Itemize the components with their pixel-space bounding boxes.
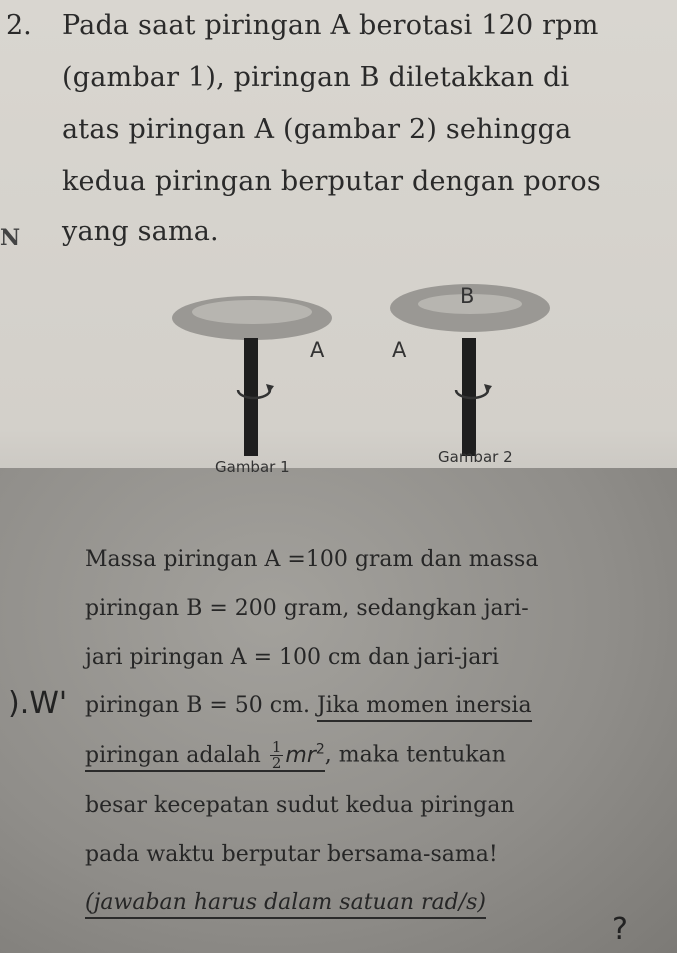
- body-line-4: [85, 693, 532, 718]
- inertia-mr: mr: [285, 742, 316, 768]
- inertia-phrase: [85, 738, 325, 772]
- intro-line-3: atas piringan A (gambar 2) sehingga: [62, 114, 572, 145]
- label-a-fig2: A: [392, 338, 407, 362]
- disk-a-fig1-highlight: [192, 300, 312, 324]
- inertia-fraction: [270, 740, 284, 771]
- body-line-5: [85, 740, 506, 771]
- intro-line-2: (gambar 1), piringan B diletakkan di: [62, 62, 570, 93]
- body-line-8: [85, 890, 486, 915]
- handwritten-margin-note: ).W': [8, 686, 68, 721]
- body-line-7: pada waktu berputar bersama-sama!: [85, 842, 498, 867]
- answer-unit-note: (jawaban harus dalam satuan rad/s): [85, 890, 486, 919]
- label-a-fig1: A: [310, 338, 325, 362]
- body-line-5-start: piringan adalah: [85, 742, 268, 768]
- body-line-5-end: , maka tentukan: [324, 742, 506, 768]
- intro-line-5: yang sama.: [62, 216, 219, 247]
- body-line-4-start: piringan B = 50 cm.: [85, 693, 317, 718]
- body-line-1: Massa piringan A =100 gram dan massa: [85, 547, 539, 572]
- intro-line-1: Pada saat piringan A berotasi 120 rpm: [62, 10, 599, 41]
- intro-line-4: kedua piringan berputar dengan poros: [62, 166, 601, 197]
- rotating-disks-figure: [160, 278, 560, 478]
- body-line-3: jari piringan A = 100 cm dan jari-jari: [85, 645, 499, 670]
- handwritten-question-mark: ?: [612, 912, 628, 947]
- body-line-4-underlined: Jika momen inersia: [317, 693, 532, 722]
- handwritten-mark: N: [0, 225, 21, 251]
- body-line-2: piringan B = 200 gram, sedangkan jari-: [85, 596, 529, 621]
- caption-gambar-2: Gambar 2: [438, 448, 513, 466]
- caption-gambar-1: Gambar 1: [215, 458, 290, 476]
- fraction-numerator: 1: [271, 738, 282, 756]
- question-number: 2.: [6, 10, 32, 41]
- inertia-exponent: 2: [315, 741, 325, 758]
- fraction-denominator: 2: [271, 754, 282, 772]
- label-b: B: [460, 284, 475, 308]
- body-line-6: besar kecepatan sudut kedua piringan: [85, 793, 515, 818]
